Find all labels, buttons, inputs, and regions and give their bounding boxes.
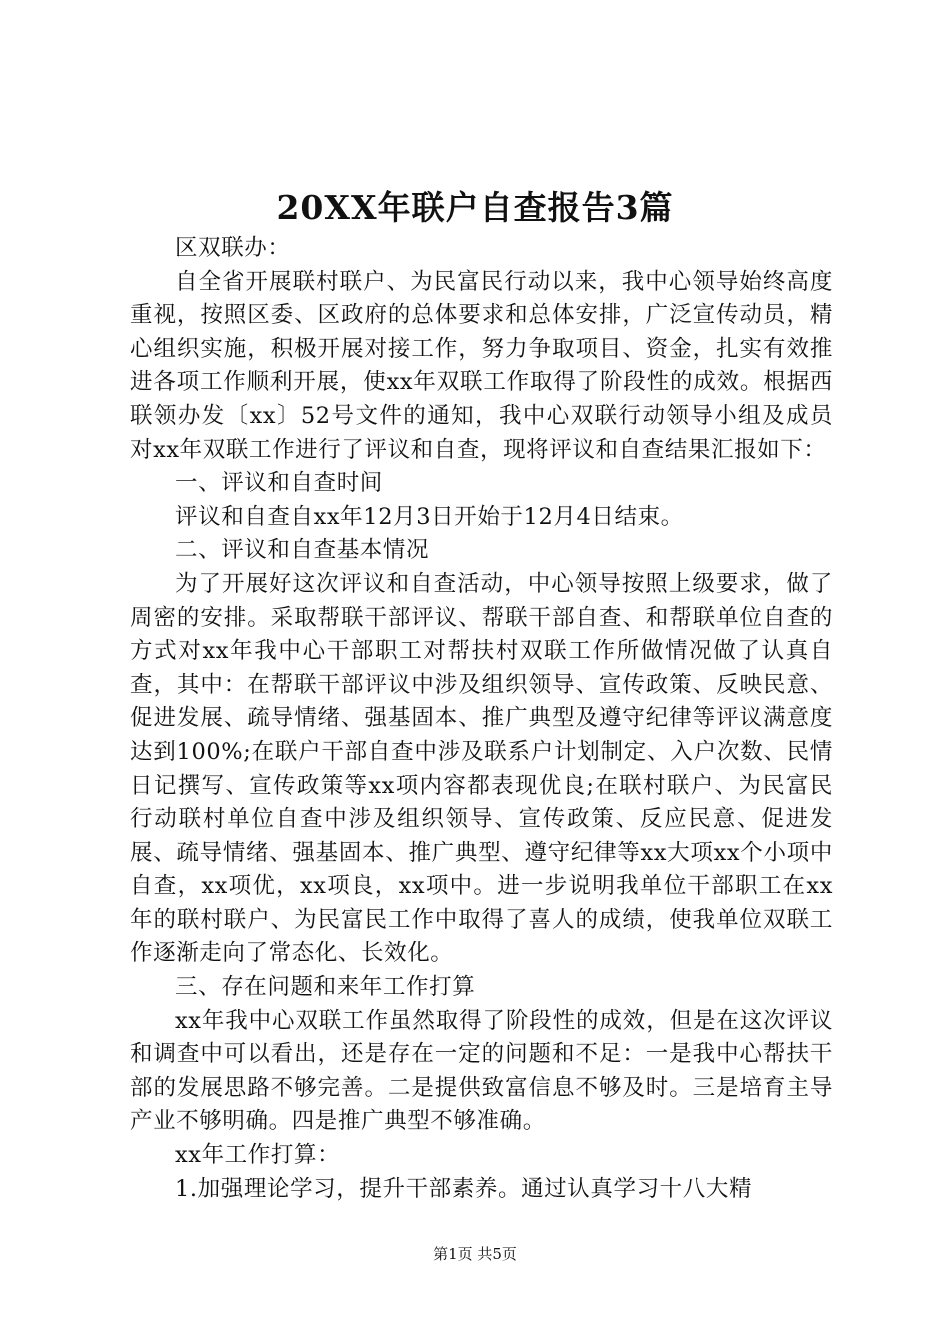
- document-body: [130, 232, 833, 1206]
- subsection-heading: xx年工作打算：: [175, 1142, 341, 1169]
- body-paragraph: 为了开展好这次评议和自查活动，中心领导按照上级要求，做了周密的安排。采取帮联干部评议、帮联干部自查、和帮联单位自查的方式对xx年我中心干部职工对帮扶村双联工作所做情况做了认真自查，其中：在帮联干部评议中涉及组织领导、宣传政策、反映民意、促进发展、疏导情绪、强基固本、推广典型及遵守纪律等评议满意度达到100%;在联户干部自查中涉及联系户计划制定、入户次数、民情日记撰写、宣传政策等xx项内容都表现优良;在联村联户、为民富民行动联村单位自查中涉及组织领导、宣传政策、反应民意、促进发展、疏导情绪、强基固本、推广典型、遵守纪律等xx大项xx个小项中自查，xx项优，xx项良，xx项中。进一步说明我单位干部职工在xx年的联村联户、为民富民工作中取得了喜人的成绩，使我单位双联工作逐渐走向了常态化、长效化。: [130, 570, 833, 967]
- section-heading: 一、评议和自查时间: [175, 470, 383, 497]
- body-paragraph: 1.加强理论学习，提升干部素养。通过认真学习十八大精: [175, 1175, 753, 1202]
- body-paragraph: 评议和自查自xx年12月3日开始于12月4日结束。: [175, 503, 684, 530]
- section-heading: 三、存在问题和来年工作打算: [175, 974, 476, 1001]
- document-title: 20XX年联户自查报告3篇: [276, 188, 674, 227]
- salutation: 区双联办：: [175, 235, 291, 261]
- section-heading: 二、评议和自查基本情况: [175, 537, 430, 564]
- body-paragraph: xx年我中心双联工作虽然取得了阶段性的成效，但是在这次评议和调查中可以看出，还是存在一定的问题和不足：一是我中心帮扶干部的发展思路不够完善。二是提供致富信息不够及时。三是培育主导产业不够明确。四是推广典型不够准确。: [130, 1007, 833, 1135]
- page-footer: 第1页 共5页: [433, 1245, 517, 1263]
- body-paragraph: 自全省开展联村联户、为民富民行动以来，我中心领导始终高度重视，按照区委、区政府的总体要求和总体安排，广泛宣传动员，精心组织实施，积极开展对接工作，努力争取项目、资金，扎实有效推进各项工作顺利开展，使xx年双联工作取得了阶段性的成效。根据西联领办发〔xx〕52号文件的通知，我中心双联行动领导小组及成员对xx年双联工作进行了评议和自查，现将评议和自查结果汇报如下：: [130, 268, 833, 463]
